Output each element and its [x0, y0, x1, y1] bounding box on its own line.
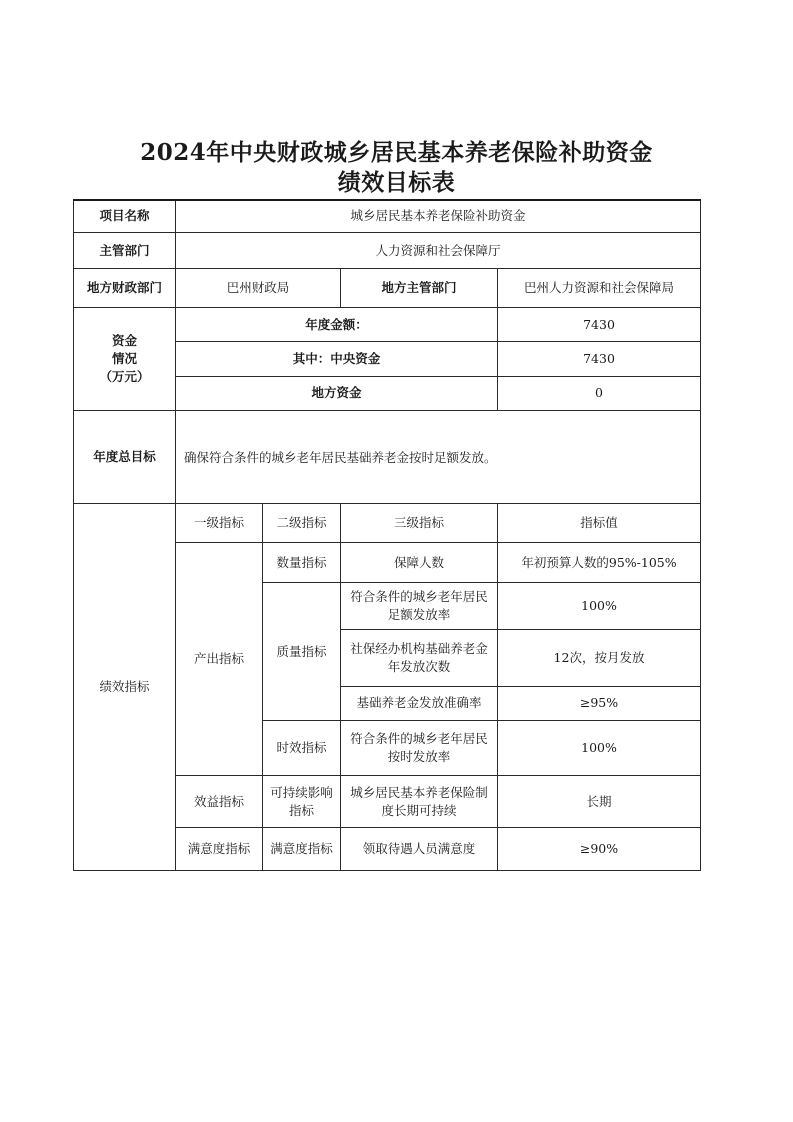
- timeliness-value: 100%: [498, 720, 701, 775]
- header-level3: 三级指标: [341, 504, 498, 542]
- annual-amount-value: 7430: [498, 307, 701, 341]
- sustainability-value: 长期: [498, 775, 701, 828]
- funds-label: [74, 307, 176, 410]
- satisfaction-value: ≥90%: [498, 828, 701, 871]
- funds-label-line3: （万元）: [99, 368, 150, 384]
- quantity-indicator-label: 数量指标: [263, 542, 341, 583]
- benefit-indicators-label: 效益指标: [176, 775, 263, 828]
- quality-value-1: 100%: [498, 583, 701, 630]
- satisfaction-sub-indicator-label: 满意度指标: [263, 828, 341, 871]
- local-finance-value: 巴州财政局: [176, 269, 341, 307]
- quantity-item: 保障人数: [341, 542, 498, 583]
- project-name-value: 城乡居民基本养老保险补助资金: [176, 200, 701, 232]
- quality-value-3: ≥95%: [498, 686, 701, 720]
- satisfaction-item: 领取待遇人员满意度: [341, 828, 498, 871]
- central-funds-value: 7430: [498, 342, 701, 376]
- annual-goal-text: 确保符合条件的城乡老年居民基础养老金按时足额发放。: [176, 411, 701, 504]
- timeliness-indicator-label: 时效指标: [263, 720, 341, 775]
- sustainability-indicator-label: 可持续影响指标: [263, 775, 341, 828]
- local-funds-label: 地方资金: [176, 376, 498, 410]
- header-level2: 二级指标: [263, 504, 341, 542]
- quality-item-3: 基础养老金发放准确率: [341, 686, 498, 720]
- central-funds-label: 其中：中央资金: [176, 342, 498, 376]
- annual-goal-label: 年度总目标: [74, 411, 176, 504]
- document-title: 2024年中央财政城乡居民基本养老保险补助资金: [140, 139, 653, 166]
- sustainability-item: 城乡居民基本养老保险制度长期可持续: [341, 775, 498, 828]
- local-dept-value: 巴州人力资源和社会保障局: [498, 269, 701, 307]
- local-dept-label: 地方主管部门: [341, 269, 498, 307]
- header-level1: 一级指标: [176, 504, 263, 542]
- quantity-value: 年初预算人数的95%-105%: [498, 542, 701, 583]
- funds-label-line2: 情况: [111, 350, 137, 366]
- quality-item-2: 社保经办机构基础养老金年发放次数: [341, 629, 498, 686]
- header-value: 指标值: [498, 504, 701, 542]
- local-funds-value: 0: [498, 376, 701, 410]
- dept-value: 人力资源和社会保障厅: [176, 232, 701, 268]
- quality-value-2: 12次，按月发放: [498, 629, 701, 686]
- funds-label-line1: 资金: [111, 332, 137, 348]
- dept-label: 主管部门: [74, 232, 176, 268]
- quality-indicator-label: 质量指标: [263, 583, 341, 721]
- output-indicators-label: 产出指标: [176, 542, 263, 775]
- timeliness-item: 符合条件的城乡老年居民按时发放率: [341, 720, 498, 775]
- performance-target-table: [73, 199, 701, 871]
- quality-item-1: 符合条件的城乡老年居民足额发放率: [341, 583, 498, 630]
- annual-amount-label: 年度金额：: [176, 307, 498, 341]
- performance-indicators-label: 绩效指标: [74, 504, 176, 871]
- project-name-label: 项目名称: [74, 200, 176, 232]
- document-subtitle: 绩效目标表: [337, 169, 456, 196]
- satisfaction-indicators-label: 满意度指标: [176, 828, 263, 871]
- local-finance-label: 地方财政部门: [74, 269, 176, 307]
